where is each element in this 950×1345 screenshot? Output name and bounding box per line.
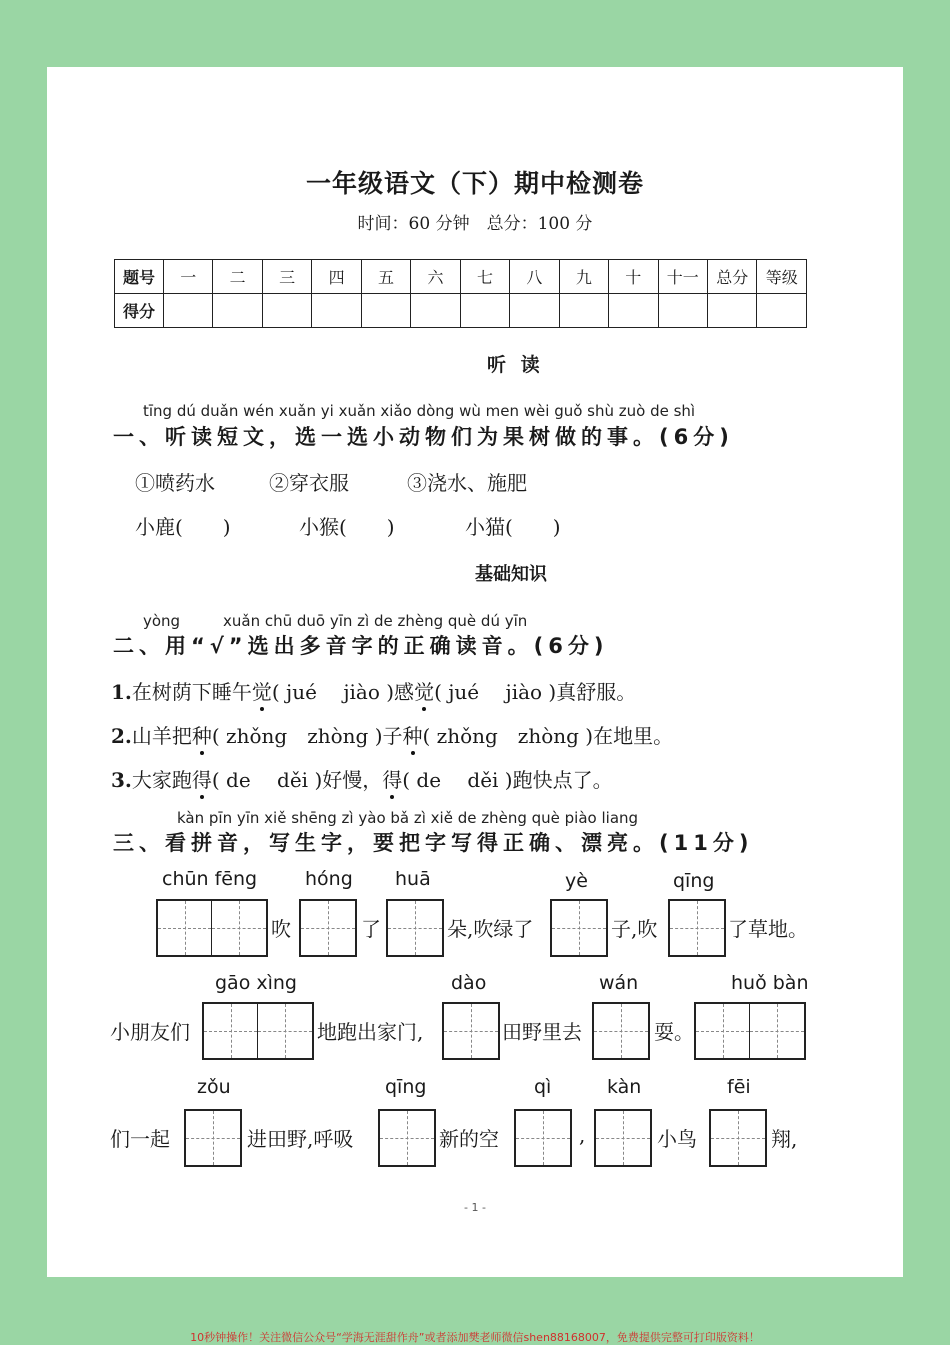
choice-group[interactable]: ( zhǒng zhòng )子 <box>211 724 403 748</box>
page-title: 一年级语文（下）期中检测卷 <box>305 169 644 198</box>
item-text: 山羊把 <box>131 724 192 748</box>
writing-box[interactable] <box>668 899 726 957</box>
row-header-score: 得分 <box>115 294 164 328</box>
q1-blank-cat[interactable]: 小猫( ) <box>465 515 561 539</box>
pinyin-label: zǒu <box>197 1076 231 1098</box>
item-text: 大家跑 <box>131 768 192 792</box>
item-number: 2. <box>111 724 132 748</box>
sentence-fragment: , <box>579 1123 586 1147</box>
writing-box[interactable] <box>442 1002 500 1060</box>
score-cell[interactable] <box>411 294 460 328</box>
col-total: 总分 <box>707 260 756 294</box>
q2-pinyin-b: xuǎn chū duō yīn zì de zhèng què dú yīn <box>223 612 528 630</box>
writing-box[interactable] <box>694 1002 806 1060</box>
choice-group[interactable]: ( jué jiào )感 <box>271 680 415 704</box>
writing-box[interactable] <box>709 1109 767 1167</box>
sentence-fragment: 吹 <box>271 917 291 941</box>
emphasis-char: 种 <box>192 720 212 749</box>
pinyin-label: huǒ bàn <box>731 972 809 994</box>
q1-text: 一、听读短文，选一选小动物们为果树做的事。(6分) <box>113 425 734 449</box>
footer-banner: 10秒钟操作！关注微信公众号“学海无涯甜作舟”或者添加樊老师微信shen88168007，免费提供完整可打印版资料！ <box>190 1331 760 1344</box>
writing-box[interactable] <box>156 899 268 957</box>
score-cell[interactable] <box>213 294 262 328</box>
q2-item-2 <box>111 720 673 749</box>
q1-option-3: ③浇水、施肥 <box>407 471 527 495</box>
pinyin-label: yè <box>565 870 588 892</box>
q1-option-1: ①喷药水 <box>135 471 215 495</box>
emphasis-char: 种 <box>403 720 423 749</box>
writing-box[interactable] <box>202 1002 314 1060</box>
writing-box[interactable] <box>592 1002 650 1060</box>
emphasis-char: 觉 <box>414 676 434 705</box>
pinyin-label: qīng <box>385 1076 427 1098</box>
q1-blank-monkey[interactable]: 小猴( ) <box>299 515 395 539</box>
col-9: 九 <box>559 260 608 294</box>
score-cell[interactable] <box>707 294 756 328</box>
pinyin-label: kàn <box>607 1076 642 1098</box>
pinyin-label: hóng <box>305 868 353 890</box>
pinyin-label: qīng <box>673 870 715 892</box>
col-7: 七 <box>460 260 509 294</box>
sentence-fragment: 地跑出家门, <box>317 1020 424 1044</box>
col-4: 四 <box>312 260 361 294</box>
choice-group[interactable]: ( zhǒng zhòng )在地里。 <box>422 724 674 748</box>
score-table <box>114 259 807 328</box>
writing-box[interactable] <box>184 1109 242 1167</box>
pinyin-label: huā <box>395 868 431 890</box>
score-cell[interactable] <box>757 294 807 328</box>
item-number: 3. <box>111 768 132 792</box>
writing-box[interactable] <box>299 899 357 957</box>
choice-group[interactable]: ( de děi )跑快点了。 <box>402 768 613 792</box>
sentence-fragment: 新的空 <box>439 1127 499 1151</box>
writing-box[interactable] <box>378 1109 436 1167</box>
pinyin-label: fēi <box>727 1076 751 1098</box>
sentence-fragment: 田野里去 <box>502 1020 582 1044</box>
q1-blank-deer[interactable]: 小鹿( ) <box>135 515 231 539</box>
score-cell[interactable] <box>361 294 410 328</box>
sentence-fragment: 耍。 <box>654 1020 694 1044</box>
q3-text: 三、看拼音，写生字，要把字写得正确、漂亮。(11分) <box>113 831 754 855</box>
writing-box[interactable] <box>514 1109 572 1167</box>
col-3: 三 <box>262 260 311 294</box>
sentence-fragment: 们一起 <box>110 1127 170 1151</box>
col-8: 八 <box>510 260 559 294</box>
sentence-fragment: 子,吹 <box>611 917 658 941</box>
pinyin-label: qì <box>534 1076 552 1098</box>
pinyin-label: chūn fēng <box>162 868 258 890</box>
col-10: 十 <box>609 260 658 294</box>
q2-pinyin-a: yòng <box>143 612 181 630</box>
score-cell[interactable] <box>510 294 559 328</box>
score-cell[interactable] <box>164 294 213 328</box>
sentence-fragment: 了 <box>361 917 381 941</box>
exam-paper <box>47 67 903 1277</box>
q2-item-3 <box>111 764 613 793</box>
score-cell[interactable] <box>460 294 509 328</box>
section-basic-heading: 基础知识 <box>475 564 547 585</box>
writing-box[interactable] <box>594 1109 652 1167</box>
section-listen-heading: 听 读 <box>487 354 544 376</box>
sentence-fragment: 了草地。 <box>728 917 808 941</box>
q1-option-2: ②穿衣服 <box>269 471 349 495</box>
col-5: 五 <box>361 260 410 294</box>
col-11: 十一 <box>658 260 707 294</box>
item-text: 在树荫下睡午 <box>131 680 252 704</box>
choice-group[interactable]: ( jué jiào )真舒服。 <box>434 680 637 704</box>
q2-item-1 <box>111 676 636 705</box>
table-row <box>115 260 807 294</box>
pinyin-label: gāo xìng <box>215 972 297 994</box>
score-cell[interactable] <box>609 294 658 328</box>
score-cell[interactable] <box>658 294 707 328</box>
score-cell[interactable] <box>262 294 311 328</box>
choice-group[interactable]: ( de děi )好慢， <box>211 768 383 792</box>
row-header-number: 题号 <box>115 260 164 294</box>
col-1: 一 <box>164 260 213 294</box>
item-number: 1. <box>111 680 132 704</box>
emphasis-char: 得 <box>382 764 402 793</box>
emphasis-char: 得 <box>192 764 212 793</box>
emphasis-char: 觉 <box>252 676 272 705</box>
sentence-fragment: 进田野,呼吸 <box>247 1127 354 1151</box>
col-6: 六 <box>411 260 460 294</box>
q1-pinyin: tīng dú duǎn wén xuǎn yi xuǎn xiǎo dòng wù men wèi guǒ shù zuò de shì <box>143 402 696 420</box>
q3-pinyin: kàn pīn yīn xiě shēng zì yào bǎ zì xiě de zhèng què piào liang <box>177 809 639 827</box>
pinyin-label: wán <box>599 972 639 994</box>
writing-box[interactable] <box>550 899 608 957</box>
pinyin-label: dào <box>451 972 487 994</box>
page-number: - 1 - <box>464 1201 486 1214</box>
table-row <box>115 294 807 328</box>
score-cell[interactable] <box>559 294 608 328</box>
sentence-fragment: 翔, <box>771 1127 798 1151</box>
col-grade: 等级 <box>757 260 807 294</box>
sentence-fragment: 小朋友们 <box>110 1020 190 1044</box>
sentence-fragment: 小鸟 <box>657 1127 697 1151</box>
col-2: 二 <box>213 260 262 294</box>
score-cell[interactable] <box>312 294 361 328</box>
sentence-fragment: 朵,吹绿了 <box>447 917 534 941</box>
exam-meta: 时间：60 分钟 总分：100 分 <box>357 214 593 234</box>
writing-box[interactable] <box>386 899 444 957</box>
q2-text: 二、用“√”选出多音字的正确读音。(6分) <box>113 634 609 658</box>
